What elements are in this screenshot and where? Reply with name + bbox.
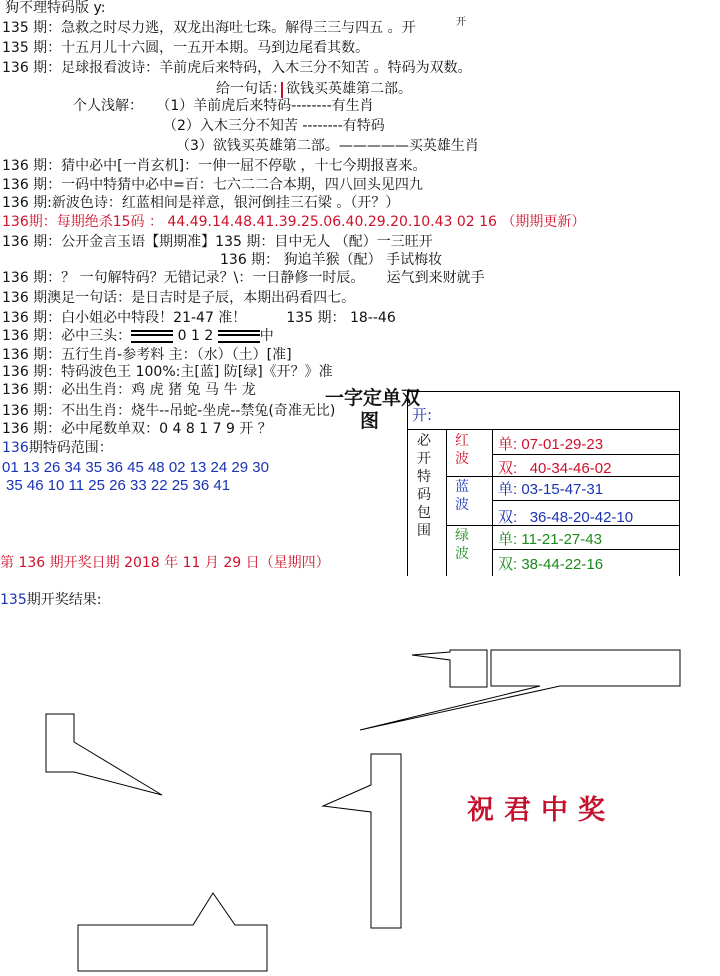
wave-blue-label: 蓝波 [455,479,469,513]
line-135-b: 135 期：十五月儿十六圆，一五开本期。马到边尾看其数。 [2,40,370,56]
line-segment: 136 期：白小姐必中特段！21-47 准！ 135 期： 18--46 [2,310,396,326]
callout-box-middle [323,754,401,928]
green-odd: 单: 11-21-27-43 [498,531,602,548]
hint-line: 给一句话：欲钱买英雄第二部。 [216,81,412,97]
blue-odd: 单: 03-15-47-31 [498,481,604,498]
table-title: 一字定单双 [325,387,421,409]
line-golden-words: 136 期：公开金言玉语【期期准】135 期：目中无人 （配）一三旺开 [2,234,433,250]
line-not-zodiac: 136 期：不出生肖：烧牛--吊蛇-坐虎--禁兔(奇准无比) [2,403,336,419]
kai-mark: 开 [456,17,466,28]
line-wave-poem: 136 期:新波色诗：红蓝相间是祥意，银河倒挂三石梁 。（开？） [2,195,400,211]
wave-green-label: 绿波 [455,528,469,562]
line-range-title: 136期特码范围： [2,440,113,456]
range-numbers-1: 01 13 26 34 35 36 45 48 02 13 24 29 30 [2,459,269,476]
open-label: 开: [412,406,433,424]
line-dog-chase: 136 期： 狗追羊猴（配） 手试梅妆 [220,252,443,268]
result-title: 135期开奖结果: [0,592,102,608]
congrats-text: 祝君中奖 [467,795,615,826]
draw-date: 第 136 期开奖日期 2018 年 11 月 29 日（星期四） [0,555,330,571]
line-yima: 136 期：一码中特猜中必中=百：七六二二合本期，四八回头见四九 [2,177,423,193]
green-even: 双: 38-44-22-16 [498,556,604,573]
analysis-line-3: （3）欲钱买英雄第二部。—————买英雄生肖 [176,138,479,154]
red-even: 双: 40-34-46-02 [498,460,612,477]
line-wave-king: 136 期：特码波色王 100%:主[蓝] 防[绿]《开？》准 [2,364,333,380]
callout-box-left [46,714,162,795]
analysis-line-1: 个人浅解： （1）羊前虎后来特码--------有生肖 [73,98,374,114]
line-three-heads: 136 期：必中三头： 0 1 2 中 [2,328,274,344]
line-five-elements: 136 期：五行生肖-参考料 主：（水）（土）[准] [2,347,292,363]
line-kill-15: 136期：每期绝杀15码 ： 44.49.14.48.41.39.25.06.40.29.20.10.43 02 16 （期期更新） [2,214,586,230]
callout-box-top-small [412,650,487,687]
table-title-2: 图 [360,410,380,432]
line-135-a: 135 期：急救之时尽力逃，双龙出海吐七珠。解得三三与四五 。开 [2,20,416,36]
range-numbers-2: 35 46 10 11 25 26 33 22 25 36 41 [6,477,231,494]
side-label: 必开特码包围 [417,433,431,539]
wave-red-label: 红波 [455,433,469,467]
callout-box-top-right [360,650,680,730]
page-title: 狗不理特码版 y: [5,0,106,16]
red-odd: 单: 07-01-29-23 [498,436,604,453]
line-must-zodiac: 136 期：必出生肖：鸡 虎 猪 兔 马 牛 龙 [2,382,256,398]
line-xuanji: 136 期：猜中必中[一肖玄机]：一伸一屈不停歇 ，十七今期报喜来。 [2,158,427,174]
line-tail-numbers: 136 期：必中尾数单双：0 4 8 1 7 9 开 ？ [2,421,272,437]
line-macau: 136 期澳足一句话：是日吉时是子辰，本期出码看四七。 [2,290,356,306]
blue-even: 双: 36-48-20-42-10 [498,509,634,526]
line-one-phrase: 136 期：？ 一句解特码？无错记录？\：一日静修一时辰。 运气到来财就手 [2,270,485,286]
callout-box-bottom [78,893,267,971]
line-136-poem: 136 期：足球报看波诗：羊前虎后来特码，入木三分不知苦 。特码为双数。 [2,60,472,76]
analysis-line-2: （2）入木三分不知苦 --------有特码 [163,118,385,134]
